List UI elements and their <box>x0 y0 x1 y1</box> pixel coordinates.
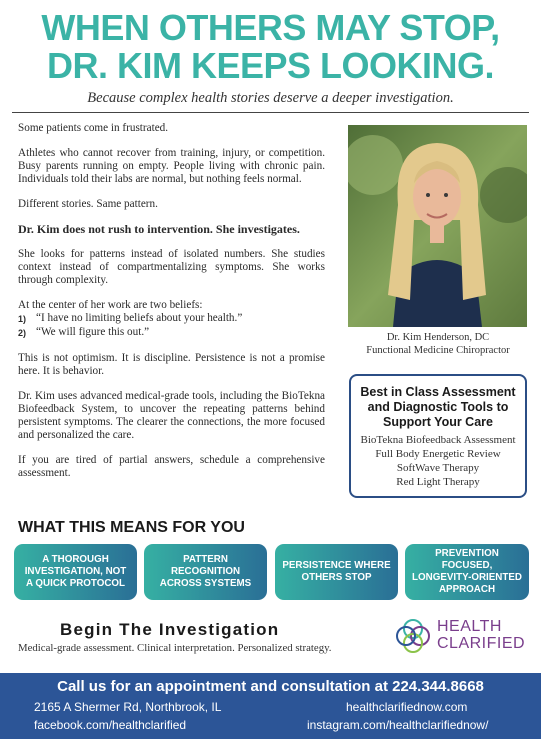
health-clarified-logo <box>437 618 525 652</box>
doctor-portrait <box>348 125 527 327</box>
health-clarified-logo-icon <box>393 616 433 656</box>
photo-caption <box>340 331 536 357</box>
assessment-item: BioTekna Biofeedback Assessment <box>360 434 516 446</box>
paragraph-patients: Athletes who cannot recover from training, injury, or competition. Busy parents running on empty. People living with chronic pain. Individuals told their labs are normal, but nothing feels normal. <box>18 147 325 185</box>
belief-item <box>18 312 325 326</box>
belief-item <box>18 326 325 340</box>
assessment-item: Red Light Therapy <box>396 476 480 488</box>
instagram-link[interactable]: instagram.com/healthclarifiednow/ <box>307 718 489 732</box>
paragraph-investigates: Dr. Kim does not rush to intervention. She investigates. <box>18 222 300 236</box>
logo-line-2: CLARIFIED <box>437 635 526 652</box>
address: 2165 A Shermer Rd, Northbrook, IL <box>34 700 222 714</box>
begin-investigation-subtitle: Medical-grade assessment. Clinical interpretation. Personalized strategy. <box>18 642 332 654</box>
paragraph-tools: Dr. Kim uses advanced medical-grade tools, including the BioTekna Biofeedback System, to uncover the repeating patterns behind persistent symptoms. The clearer the connections, the more focused and personalized the care. <box>18 390 325 441</box>
phone-cta[interactable]: Call us for an appointment and consultation at 224.344.8668 <box>57 678 484 695</box>
paragraph-discipline: This is not optimism. It is discipline. Persistence is not a promise here. It is behavior. <box>18 352 325 377</box>
belief-text: “I have no limiting beliefs about your health.” <box>36 312 243 324</box>
beliefs-block <box>18 299 325 340</box>
logo-line-1: HEALTH <box>437 618 502 635</box>
benefit-pill-investigation: A THOROUGH INVESTIGATION, NOT A QUICK PROTOCOL <box>14 544 137 600</box>
caption-name: Dr. Kim Henderson, DC <box>386 332 490 343</box>
benefit-pill-prevention: PREVENTION FOCUSED, LONGEVITY-ORIENTED APPROACH <box>405 544 529 600</box>
portrait-illustration <box>348 125 527 327</box>
assessment-title: Best in Class Assessment and Diagnostic Tools to Support Your Care <box>360 385 516 429</box>
headline-line-2: DR. KIM KEEPS LOOKING. <box>46 45 495 86</box>
paragraph-intro: Some patients come in frustrated. <box>18 122 169 134</box>
subheadline: Because complex health stories deserve a deeper investigation. <box>87 90 454 106</box>
facebook-link[interactable]: facebook.com/healthclarified <box>34 718 187 732</box>
assessment-tools-box <box>349 374 527 498</box>
caption-title: Functional Medicine Chiropractor <box>366 345 510 356</box>
belief-text: “We will figure this out.” <box>36 326 150 338</box>
benefit-pill-pattern-recognition: PATTERN RECOGNITION ACROSS SYSTEMS <box>144 544 267 600</box>
website-link[interactable]: healthclarifiednow.com <box>346 700 468 714</box>
headline-line-1: WHEN OTHERS MAY STOP, <box>41 7 500 48</box>
paragraph-pattern: Different stories. Same pattern. <box>18 198 158 210</box>
article-body <box>18 122 325 492</box>
begin-investigation-title: Begin The Investigation <box>60 620 280 639</box>
paragraph-patterns: She looks for patterns instead of isolated numbers. She studies context instead of compartmentalizing symptoms. She works through complexity. <box>18 248 325 286</box>
paragraph-cta: If you are tired of partial answers, schedule a comprehensive assessment. <box>18 454 325 479</box>
benefit-pill-persistence: PERSISTENCE WHERE OTHERS STOP <box>275 544 398 600</box>
assessment-item: SoftWave Therapy <box>396 462 480 474</box>
beliefs-intro: At the center of her work are two beliefs: <box>18 299 203 311</box>
contact-footer <box>0 673 541 739</box>
section-title-what-this-means: WHAT THIS MEANS FOR YOU <box>18 519 245 536</box>
divider <box>12 112 529 113</box>
belief-number: 2) <box>18 328 27 338</box>
belief-number: 1) <box>18 314 27 324</box>
assessment-item: Full Body Energetic Review <box>375 448 501 460</box>
